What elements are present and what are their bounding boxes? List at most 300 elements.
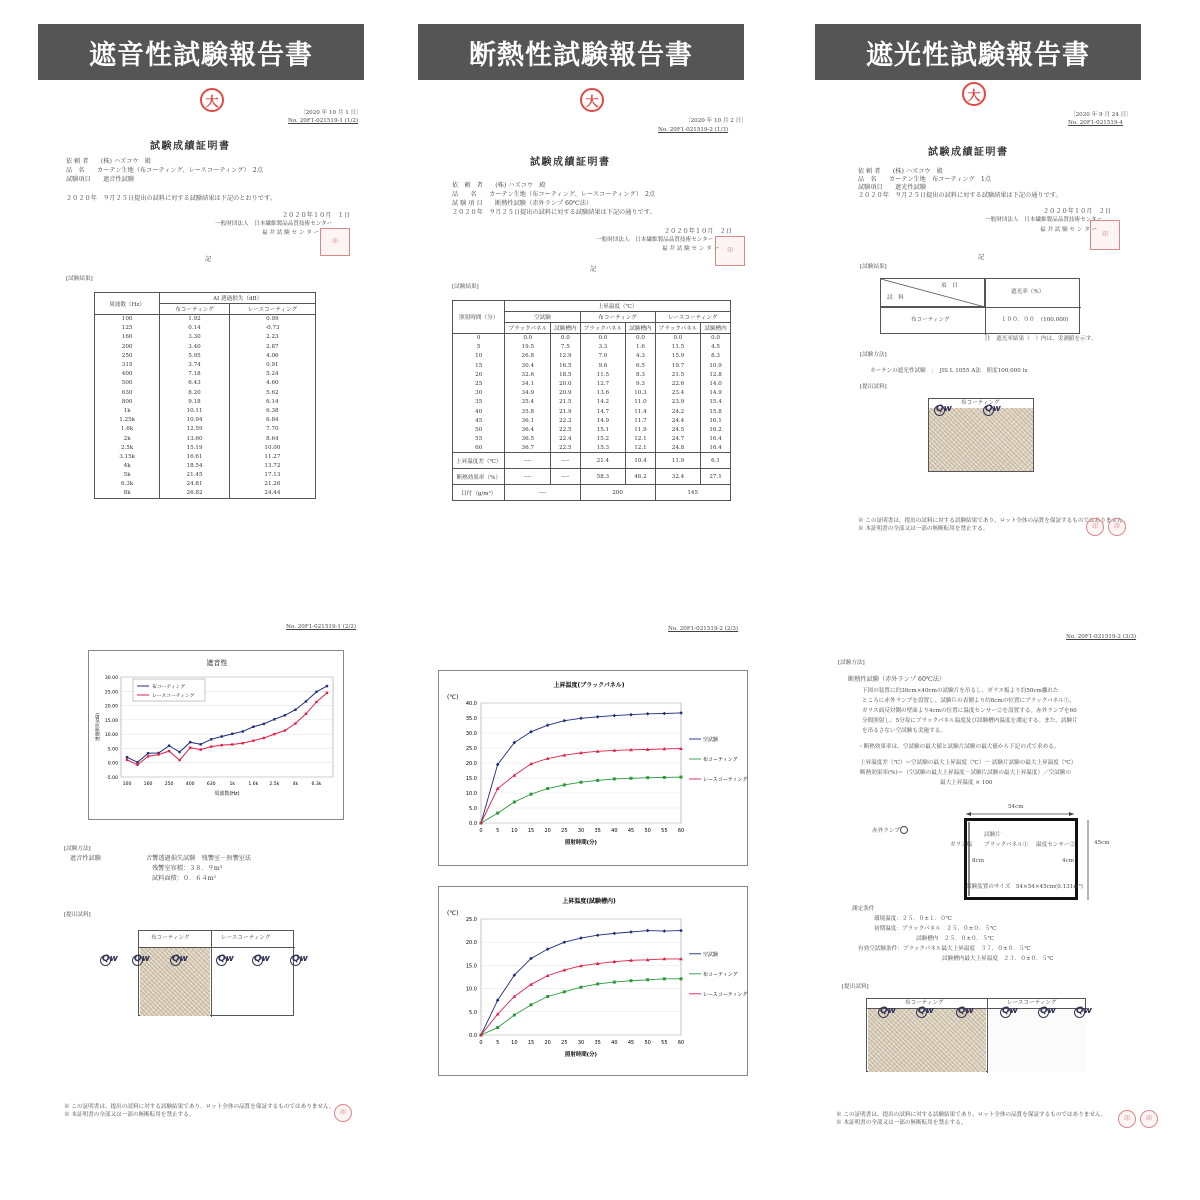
table-row [453, 425, 731, 434]
sound-table [94, 292, 316, 499]
sound-chart [88, 650, 344, 820]
series-line [481, 777, 681, 823]
cell: 10.00 [229, 443, 315, 452]
footnote-2: ※ 本証明書の全部又は一部の無断転用を禁止する。 [64, 1112, 195, 1118]
cell: 0.0 [701, 334, 730, 343]
data-point [305, 700, 307, 702]
th-sub: ブラックパネル [505, 323, 551, 334]
cell: ---- [551, 469, 580, 485]
table-row [95, 324, 316, 333]
cell: 6.84 [229, 416, 315, 425]
cell: 10.4 [626, 453, 655, 469]
cell: 36.1 [505, 416, 551, 425]
th-time: 照射時間（分） [453, 301, 505, 334]
sample-label: 布コーティング [905, 1000, 944, 1006]
doc-date-small: 〔2020 年 10 月 1 日〕 [300, 110, 362, 116]
method-2: 残響室容積：３８．９m³ [152, 865, 223, 872]
data-point [168, 745, 170, 747]
x-tick-label: 1.6k [248, 782, 259, 787]
table-row [95, 342, 316, 351]
submitted-label: [提出試料] [842, 984, 869, 990]
cell: 17.13 [229, 471, 315, 480]
doc-client: 依 頼 者 (株) ハズコウ 殿 [858, 168, 943, 175]
table-row [453, 389, 731, 398]
y-tick-label: 20.0 [465, 761, 477, 767]
method-p4: 分間照射し、5分毎にブラックパネル温度及び試験槽内温度を測定する。また、試験片 [862, 718, 1078, 724]
results-label: [試験結果] [66, 276, 93, 282]
cell: ---- [505, 453, 551, 469]
cell: 32.6 [505, 370, 551, 379]
cell: 24.44 [229, 489, 315, 498]
doc-institute: 一般財団法人 日本繊維製品品質技術センター [215, 221, 333, 227]
qw-logo-icon: Qw [918, 1006, 934, 1016]
cell: 20.0 [551, 379, 580, 388]
submitted-label: [提出試料] [860, 384, 887, 390]
data-point [294, 709, 296, 711]
legend-label: 布コーティング [152, 685, 186, 690]
data-point [546, 723, 550, 727]
cell: 10.9 [701, 361, 730, 370]
cell: 5.24 [229, 370, 315, 379]
y-tick-label: 10.00 [104, 733, 118, 739]
y-tick-label: 0.0 [469, 1033, 477, 1039]
qw-logo-icon: Qw [172, 954, 188, 964]
sample-label: レースコーティング [221, 935, 271, 941]
cell: 24.2 [655, 407, 701, 416]
x-tick-label: 15 [527, 828, 535, 834]
x-tick-label: 5 [496, 1040, 500, 1046]
x-tick-label: 1k [229, 782, 236, 787]
data-point [629, 930, 633, 934]
cell: 4.60 [229, 379, 315, 388]
table-row [95, 443, 316, 452]
table-row [95, 452, 316, 461]
th-sample: 試 料 [887, 295, 904, 301]
x-tick-label: 30 [577, 828, 585, 834]
data-point [273, 718, 275, 720]
submitted-label: [提出試料] [64, 912, 91, 918]
data-point [263, 737, 265, 739]
y-tick-label: 10.0 [465, 986, 477, 993]
cell: 22.6 [655, 379, 701, 388]
sample-label: 布コーティング [961, 400, 1000, 406]
cond-4: 有効空試験条件：ブラックパネル最大上昇温度 ３７．０±０．５℃ [858, 946, 1031, 952]
data-point [646, 712, 650, 716]
round-stamp: 印 [1140, 1110, 1158, 1128]
data-point [679, 711, 683, 715]
cond-3: 試験槽内 ２５．０±０．５℃ [916, 936, 995, 942]
data-point [242, 742, 244, 744]
cell: 6.43 [160, 379, 230, 388]
x-tick-label: 6.3k [311, 782, 322, 787]
cell: 22.5 [551, 425, 580, 434]
cell: 21.4 [580, 453, 626, 469]
dim-4: 4cm [1062, 858, 1074, 864]
cell: 16.4 [701, 444, 730, 453]
cell: 55 [453, 435, 505, 444]
ki-label: 記 [590, 266, 597, 273]
table-row [453, 343, 731, 352]
y-tick-label: 35.0 [465, 716, 477, 722]
x-tick-label: 60 [677, 1040, 685, 1046]
legend-label: 空試験 [703, 951, 719, 958]
footnote-1: ※ この証明書は、提出の試料に対する試験結果であり、ロット全体の品質を保証するものではありません。 [858, 518, 1129, 524]
cell: 7.5 [551, 343, 580, 352]
cell: 15.8 [701, 407, 730, 416]
th-sub: ブラックパネル [655, 323, 701, 334]
data-point [580, 986, 583, 989]
cell: 0.0 [551, 334, 580, 343]
data-point [596, 779, 599, 782]
method-head: 断熱性試験（赤外ランプ 60℃法） [848, 676, 946, 683]
data-point [315, 691, 317, 693]
x-tick-label: 40 [611, 1040, 618, 1046]
cell: ---- [551, 453, 580, 469]
y-tick-label: 5.0 [469, 1009, 477, 1016]
th-rise: 上昇温度（℃） [505, 301, 730, 312]
chart-title: 上昇温度(試験槽内) [562, 898, 616, 905]
table-row [453, 370, 731, 379]
cell: 21.5 [655, 370, 701, 379]
y-tick-label: 0.00 [107, 761, 118, 767]
data-point [326, 692, 328, 694]
th-rate: 遮光率（%） [1011, 289, 1045, 295]
cell: 8.3 [701, 352, 730, 361]
cell: 2.23 [229, 333, 315, 342]
td-sample: 布コーティング [911, 317, 950, 323]
y-tick-label: 30.0 [465, 731, 477, 737]
table-row [95, 388, 316, 397]
th-group: 空試験 [505, 312, 580, 323]
data-point [221, 735, 223, 737]
fabric-swatch [929, 408, 1033, 471]
cell: 14.2 [580, 398, 626, 407]
cell: 32.4 [655, 469, 701, 485]
method-p1: 下図の装置に約30cm×40cmの試験片を吊るし、ガラス板より約50cm離れた [862, 688, 1059, 694]
series-line [481, 713, 681, 823]
qw-logo-icon: Qw [218, 954, 234, 964]
table-row [95, 416, 316, 425]
sample-label: 試験片 [984, 832, 1001, 838]
x-tick-label: 45 [627, 828, 635, 834]
footnote-2: ※ 本証明書の全部又は一部の無断転用を禁止する。 [858, 526, 989, 532]
data-point [315, 701, 317, 703]
sample-label: レースコーティング [1007, 1000, 1057, 1006]
doc-number: No. 20F1-021519-1 (2/2) [286, 624, 357, 630]
table-row [95, 480, 316, 489]
data-point [168, 750, 170, 752]
data-point [613, 932, 617, 936]
doc-institute: 一般財団法人 日本繊維製品品質技術センター [596, 237, 714, 243]
data-point [579, 717, 583, 721]
divider [881, 307, 1081, 308]
table-row [453, 444, 731, 453]
th-sub: 試験槽内 [551, 323, 580, 334]
company-stamp: 印 [1090, 220, 1120, 250]
cell: 14.0 [701, 379, 730, 388]
x-tick-label: 20 [544, 828, 551, 834]
cell: 1.6 [626, 343, 655, 352]
data-point [563, 719, 567, 723]
cell: -0.73 [229, 324, 315, 333]
heat-chart-blackpanel [438, 670, 748, 866]
table-row [453, 379, 731, 388]
x-tick-label: 250 [164, 782, 174, 787]
seal-icon: 大 [580, 88, 604, 112]
cell: 21.45 [160, 471, 230, 480]
table-row [95, 379, 316, 388]
cell: 50 [453, 425, 505, 434]
cell: 6.3k [95, 480, 160, 489]
x-tick-label: 400 [185, 782, 195, 787]
y-tick-label: 20.00 [104, 704, 118, 710]
series-line [481, 959, 681, 1035]
cond-head: 測定条件 [852, 906, 875, 912]
y-tick-label: 25.0 [465, 746, 477, 752]
cell: 3.74 [160, 360, 230, 369]
y-tick-label: 15.00 [104, 718, 118, 724]
data-point [199, 748, 201, 750]
data-point [546, 995, 549, 998]
divider [985, 279, 986, 335]
cell: 1.25k [95, 416, 160, 425]
light-table [880, 278, 1080, 334]
cell: 3.40 [160, 342, 230, 351]
cell: 58.3 [580, 469, 626, 485]
data-point [294, 722, 296, 724]
cell: 10 [453, 352, 505, 361]
cell: 12.1 [626, 435, 655, 444]
data-point [157, 753, 159, 755]
table-row [95, 489, 316, 498]
data-point [546, 947, 550, 951]
cell: 24.4 [655, 416, 701, 425]
cond-2: 初期温度：ブラックパネル ２５．０±０．５℃ [874, 926, 997, 932]
th-group: レースコーティング [655, 312, 730, 323]
cell: 15 [453, 361, 505, 370]
seal-icon: 大 [200, 88, 224, 112]
data-point [305, 713, 307, 715]
method-label: [試験方法] [64, 846, 91, 852]
cell: 24.5 [655, 425, 701, 434]
doc-date: ２０２０年１０月 ２日 [1043, 208, 1112, 215]
y-tick-label: 15.0 [465, 776, 477, 782]
table-row [95, 471, 316, 480]
data-point [252, 740, 254, 742]
y-tick-label: 25.0 [465, 917, 477, 923]
cell: 200 [580, 485, 655, 501]
round-stamp: 印 [1118, 1110, 1136, 1128]
table-row [453, 398, 731, 407]
sample-label: 布コーティング [151, 935, 190, 941]
sensor-label: 温度センサー② [1036, 842, 1076, 848]
cell: 5.95 [160, 351, 230, 360]
dim-54: 54cm [1008, 804, 1024, 810]
doc-item: 品 名 カーテン生地（布コーティング、レースコーティング） 2点 [66, 167, 263, 174]
data-point [252, 726, 254, 728]
doc-item: 品 名 カーテン生地（布コーティング、レースコーティング） 2点 [452, 191, 656, 198]
heat-chart-1-svg [439, 671, 749, 867]
doc-number: No. 20F1-021519-1 (1/2) [288, 118, 359, 124]
data-point [231, 733, 233, 735]
cell: 11.5 [655, 343, 701, 352]
cell: 3.3 [580, 343, 626, 352]
cell: 22.2 [551, 416, 580, 425]
x-tick-label: 5 [496, 828, 500, 834]
x-tick-label: 50 [644, 828, 651, 834]
data-point [630, 979, 633, 982]
cell: 4.06 [229, 351, 315, 360]
series-line [481, 749, 681, 823]
cell: 23.4 [655, 389, 701, 398]
data-point [546, 787, 549, 790]
data-point [613, 981, 616, 984]
x-tick-label: 35 [594, 1040, 601, 1046]
method-eq3: 最大上昇温度 × 100 [940, 780, 993, 786]
round-stamp: 印 [334, 1104, 352, 1122]
method-p2: ところに赤外ランプを設置し、試験片の表側より約8cmの位置にブラックパネル①、 [862, 698, 1075, 704]
table-row [95, 425, 316, 434]
cell: 19.7 [655, 361, 701, 370]
y-tick-label: 5.0 [469, 806, 477, 812]
cell: 2k [95, 434, 160, 443]
cell: 14.9 [701, 389, 730, 398]
method-label: [試験方法] [860, 352, 887, 358]
y-tick-label: -5.00 [106, 776, 118, 781]
cell: 13.60 [160, 434, 230, 443]
results-label: [試験結果] [860, 264, 887, 270]
doc-test: 試 験 項 目 断熱性試験（赤外ランプ 60℃法） [452, 200, 593, 207]
data-point [579, 936, 583, 940]
cell: 8.20 [160, 388, 230, 397]
cell: 1.92 [160, 315, 230, 324]
doc-number: No. 20F1-021519-2 (3/3) [1066, 634, 1137, 640]
fabric-swatch [868, 1009, 986, 1072]
cell: 4k [95, 462, 160, 471]
cell: ---- [505, 485, 580, 501]
cell: 630 [95, 388, 160, 397]
y-tick-label: 10.0 [465, 791, 477, 797]
cell: 100 [95, 315, 160, 324]
y-tick-label: 30.00 [104, 676, 118, 681]
lamp-label: 赤外ランプ [872, 828, 900, 834]
data-point [496, 1026, 499, 1029]
data-point [580, 781, 583, 784]
cell: 36.7 [505, 444, 551, 453]
dim-45: 45cm [1094, 840, 1110, 846]
cell: 4.3 [626, 352, 655, 361]
data-point [596, 933, 600, 937]
data-point [513, 1014, 516, 1017]
doc-title: 試験成績証明書 [530, 157, 611, 168]
data-point [199, 743, 201, 745]
data-point [178, 751, 180, 753]
data-point [630, 777, 633, 780]
doc-test: 試験項目 遮光性試験 [858, 184, 927, 191]
legend-label: レースコーティング [703, 777, 748, 783]
cell: 14.7 [580, 407, 626, 416]
th-lace: レースコーティング [229, 304, 315, 315]
doc-title: 試験成績証明書 [150, 141, 231, 152]
table-row [453, 407, 731, 416]
y-tick-label: 0.0 [469, 821, 477, 827]
table-row [95, 360, 316, 369]
doc-number: No. 20F1-021519-2 (1/3) [658, 127, 729, 133]
cell: 4.5 [701, 343, 730, 352]
cell: 16.2 [701, 425, 730, 434]
row-diff-label: 上昇温度差（℃） [453, 453, 505, 469]
cell: 3.15k [95, 452, 160, 461]
cell: 0.0 [655, 334, 701, 343]
company-stamp: 印 [320, 228, 350, 256]
cell: 13.6 [580, 389, 626, 398]
method-p3: ガラス面反対側の壁面より4cmの位置に温度センサー②を設置する。赤外ランプを60 [862, 708, 1077, 714]
results-label: [試験結果] [452, 284, 479, 290]
cell: 15.4 [701, 398, 730, 407]
lace-swatch [988, 1009, 1086, 1072]
cell: 0 [453, 334, 505, 343]
cell: 125 [95, 324, 160, 333]
x-tick-label: 50 [644, 1040, 651, 1046]
table-row [95, 397, 316, 406]
table-row [95, 406, 316, 415]
qw-logo-icon: Qw [102, 954, 118, 964]
company-stamp: 印 [715, 236, 745, 266]
table-row [95, 434, 316, 443]
cell: 200 [95, 342, 160, 351]
qw-logo-icon: Qw [1002, 1006, 1018, 1016]
x-tick-label: 0 [479, 828, 483, 834]
data-point [189, 741, 191, 743]
data-point [126, 756, 128, 758]
cell: 12.59 [160, 425, 230, 434]
data-point [147, 752, 149, 754]
cell: 40 [453, 407, 505, 416]
cell: 30.4 [505, 361, 551, 370]
row-mass-label: 目付（g/m²） [453, 485, 505, 501]
th-loss: AI 透過損失（dB） [160, 293, 316, 304]
cell: 20 [453, 370, 505, 379]
qw-logo-icon: Qw [1040, 1006, 1056, 1016]
heat-report-header: 断熱性試験報告書 [418, 24, 744, 80]
cell: 27.1 [701, 469, 730, 485]
row-eff-label: 断熱効果率（%） [453, 469, 505, 485]
doc-center: 福 井 試 験 セ ン タ ー [662, 246, 720, 252]
method-3: 試料面積：０．６４m² [152, 875, 217, 882]
chart-title: 上昇温度(ブラックパネル) [553, 682, 625, 689]
data-point [563, 990, 566, 993]
footnote-1: ※ この証明書は、提出の試料に対する試験結果であり、ロット全体の品質を保証するものではありません。 [836, 1112, 1107, 1118]
lamp-icon [900, 826, 908, 834]
x-axis-label: 照射時間(分) [565, 1052, 597, 1058]
doc-center: 福 井 試 験 セ ン タ ー [262, 230, 320, 236]
method-1: 音響透過損失試験 残響室－無響室法 [146, 855, 252, 862]
cell: 3.30 [160, 333, 230, 342]
cell: 14.9 [580, 416, 626, 425]
cell: 12.8 [701, 370, 730, 379]
x-tick-label: 40 [611, 828, 618, 834]
ki-label: 記 [978, 254, 985, 261]
x-tick-label: 10 [511, 828, 518, 834]
cell: 24.7 [655, 435, 701, 444]
th-sub: ブラックパネル [580, 323, 626, 334]
blackpanel-label: ブラックパネル① [984, 842, 1029, 848]
doc-para: ２０２０年 ９月２５日提出の試料に対する試験結果は下記のとおりです。 [66, 195, 276, 202]
table-row [95, 370, 316, 379]
data-point [679, 929, 683, 933]
data-point [189, 747, 191, 749]
cell: 2.5k [95, 443, 160, 452]
